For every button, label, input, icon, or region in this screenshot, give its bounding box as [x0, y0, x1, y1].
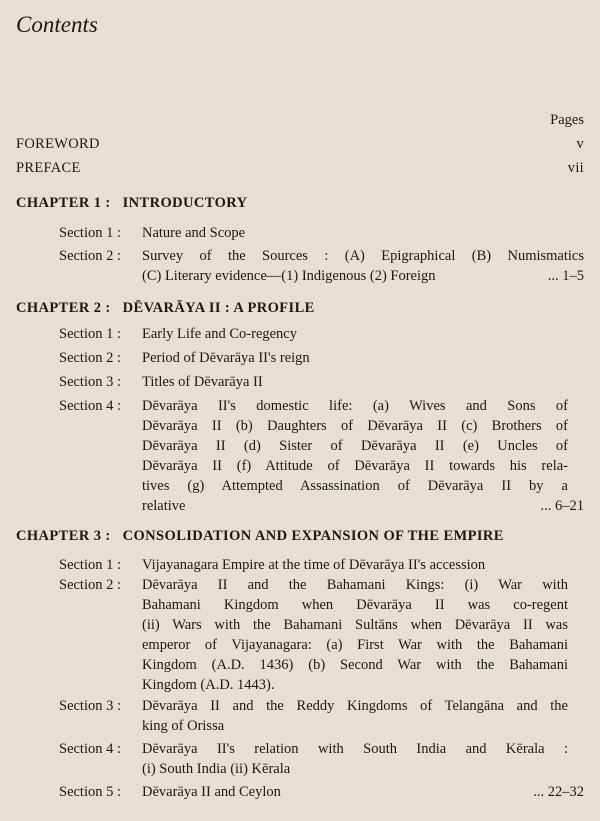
section-page-range: ... 22–32 [533, 784, 584, 800]
section-label: Section 4 : [59, 398, 122, 414]
section-label: Section 2 : [59, 577, 122, 593]
section-label: Section 5 : [59, 784, 122, 800]
section-text-line: Vijayanagara Empire at the time of Dēvarāya II's accession [142, 557, 486, 573]
section-page-range: ... 6–21 [540, 498, 584, 514]
chapter-title: INTRODUCTORY [122, 195, 248, 211]
section-page-range: ... 1–5 [547, 268, 584, 284]
chapter-label: CHAPTER 2 : [16, 300, 111, 316]
section-text-line: Nature and Scope [142, 225, 246, 241]
front-matter-label: PREFACE [16, 160, 81, 176]
front-matter-label: FOREWORD [16, 136, 100, 152]
section-label: Section 1 : [59, 225, 122, 241]
section-text-line: king of Orissa [142, 718, 225, 734]
section-text-line: Dēvarāya II (b) Daughters of Dēvarāya II (c) Brothers of [142, 418, 568, 434]
section-text-line: Dēvarāya II and Ceylon [142, 784, 281, 800]
section-text-line: (i) South India (ii) Kērala [142, 761, 291, 777]
section-label: Section 3 : [59, 698, 122, 714]
section-label: Section 1 : [59, 557, 122, 573]
section-label: Section 4 : [59, 741, 122, 757]
pages-column-header: Pages [550, 112, 584, 128]
section-text-line: tives (g) Attempted Assassination of Dēvarāya II by a [142, 478, 568, 494]
chapter-label: CHAPTER 1 : [16, 195, 111, 211]
chapter-label: CHAPTER 3 : [16, 528, 111, 544]
section-text-line: Titles of Dēvarāya II [142, 374, 263, 390]
chapter-3-heading [16, 528, 584, 545]
section-label: Section 2 : [59, 350, 122, 366]
section-text-line: Dēvarāya II and the Reddy Kingdoms of Telangāna and the [142, 698, 568, 714]
chapter-2-heading [16, 300, 584, 317]
section-text-line: Dēvarāya II (f) Attitude of Dēvarāya II towards his rela- [142, 458, 568, 474]
front-matter-foreword [16, 136, 584, 153]
section-text-line: Dēvarāya II and the Bahamani Kings: (i) War with [142, 577, 568, 593]
section-text-line: Dēvarāya II's relation with South India and Kērala : [142, 741, 568, 757]
section-text-line: emperor of Vijayanagara: (a) First War with the Bahamani [142, 637, 568, 653]
section-text-line: Kingdom (A.D. 1443). [142, 677, 275, 693]
section-text-line: Early Life and Co-regency [142, 326, 297, 342]
section-text-line: Kingdom (A.D. 1436) (b) Second War with the Bahamani [142, 657, 568, 673]
section-text-line: Period of Dēvarāya II's reign [142, 350, 310, 366]
section-text-line: (ii) Wars with the Bahamani Sultāns when Dēvarāya II was [142, 617, 568, 633]
section-text-line: Dēvarāya II (d) Sister of Dēvarāya II (e) Uncles of [142, 438, 568, 454]
chapter-title: DĒVARĀYA II : A PROFILE [122, 300, 315, 316]
section-label: Section 1 : [59, 326, 122, 342]
section-text-line: Dēvarāya II's domestic life: (a) Wives and Sons of [142, 398, 568, 414]
section-text-line: Bahamani Kingdom when Dēvarāya II was co-regent [142, 597, 568, 613]
front-matter-page: v [576, 136, 584, 152]
chapter-title: CONSOLIDATION AND EXPANSION OF THE EMPIRE [122, 528, 504, 544]
section-label: Section 2 : [59, 248, 122, 264]
chapter-1-heading [16, 195, 584, 212]
section-text-line: relative [142, 498, 186, 514]
front-matter-preface [16, 160, 584, 177]
section-text-line: Survey of the Sources : (A) Epigraphical (B) Numismatics [142, 248, 584, 264]
page-title: Contents [16, 12, 98, 37]
section-label: Section 3 : [59, 374, 122, 390]
front-matter-page: vii [567, 160, 584, 176]
section-text-line: (C) Literary evidence—(1) Indigenous (2) Foreign [142, 268, 436, 284]
